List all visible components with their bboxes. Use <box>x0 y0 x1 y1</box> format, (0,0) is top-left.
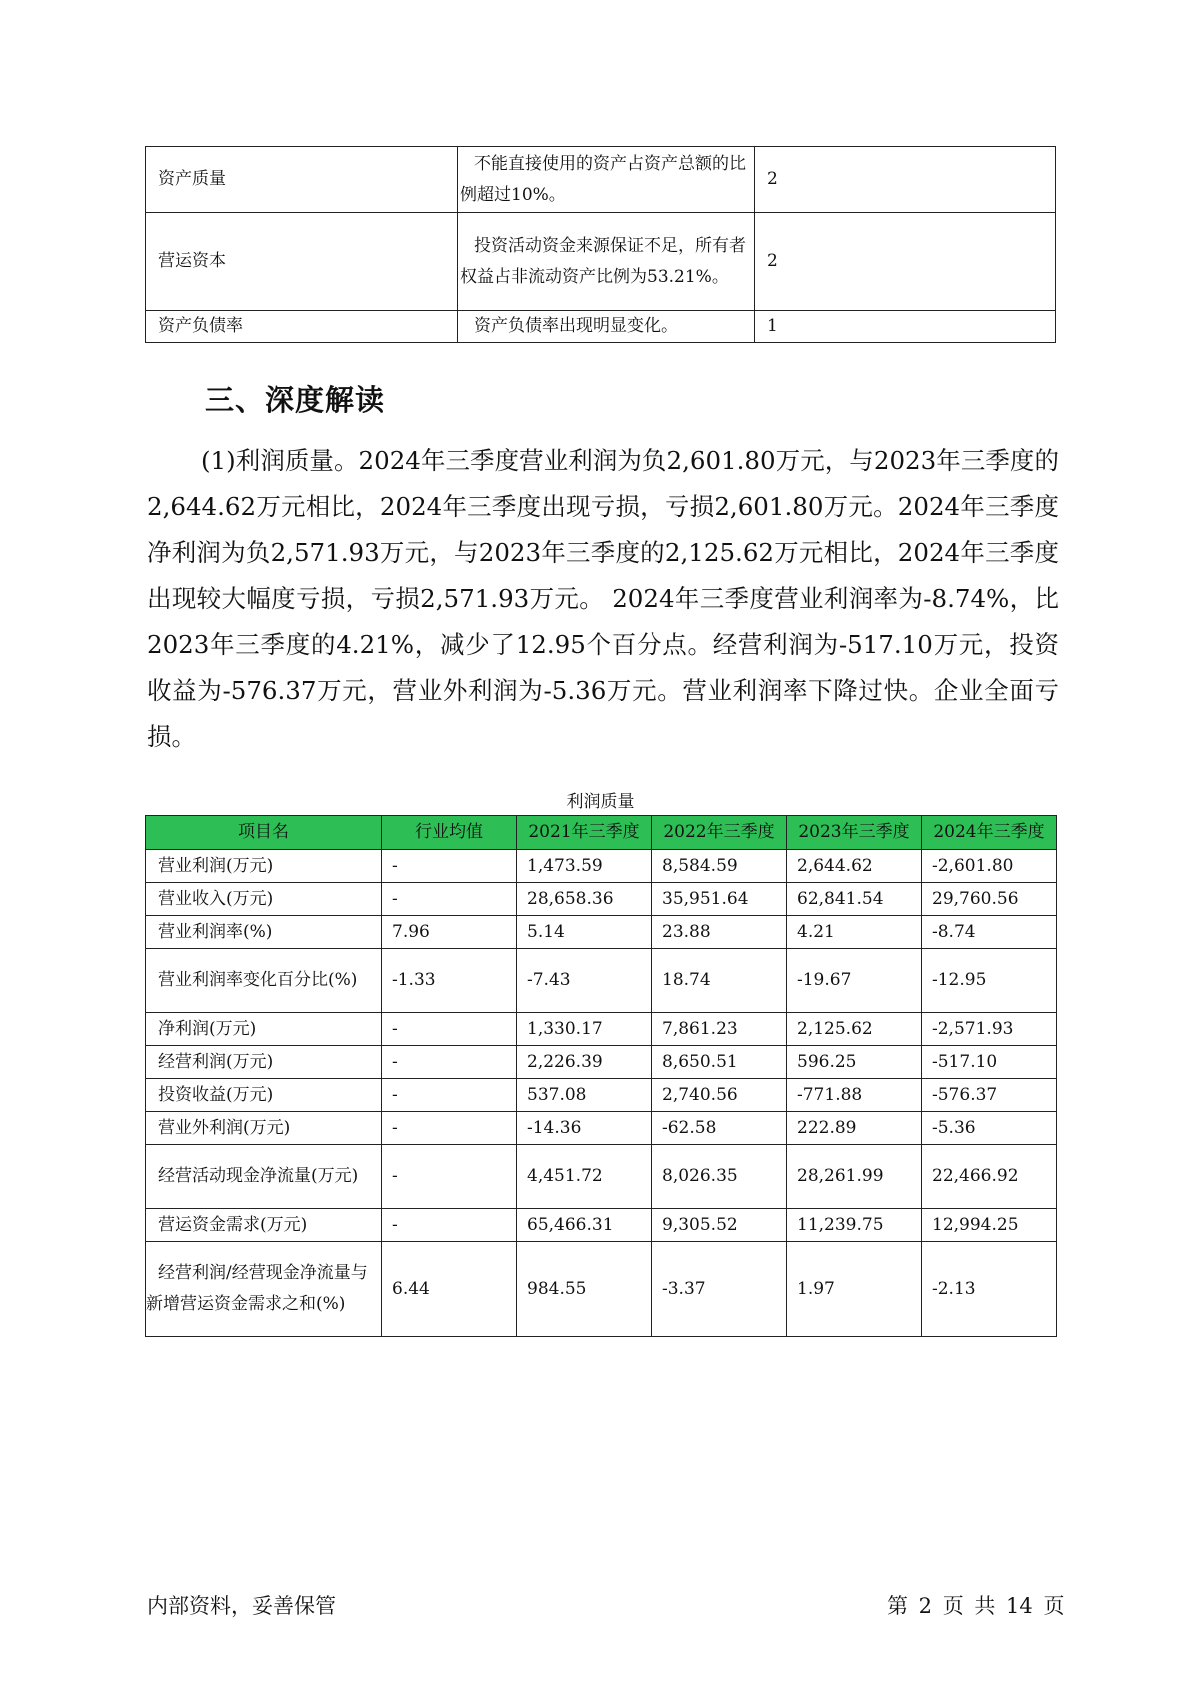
table-row <box>146 850 1057 883</box>
table-caption: 利润质量 <box>566 792 635 812</box>
table-cell: 537.08 <box>517 1079 652 1112</box>
risk-score: 2 <box>755 213 1056 311</box>
table-cell: -8.74 <box>922 916 1057 949</box>
risk-score: 2 <box>755 147 1056 213</box>
table-cell: -517.10 <box>922 1046 1057 1079</box>
row-label: 经营利润/经营现金净流量与新增营运资金需求之和(%) <box>146 1242 382 1337</box>
table-cell: -14.36 <box>517 1112 652 1145</box>
table-cell: 11,239.75 <box>787 1209 922 1242</box>
table-row <box>146 949 1057 1013</box>
table-cell: -19.67 <box>787 949 922 1013</box>
table-cell: -12.95 <box>922 949 1057 1013</box>
table-cell: 28,261.99 <box>787 1145 922 1209</box>
table-cell: 2,125.62 <box>787 1013 922 1046</box>
table-row <box>146 1079 1057 1112</box>
table-cell: 28,658.36 <box>517 883 652 916</box>
body-paragraph: (1)利润质量。2024年三季度营业利润为负2,601.80万元，与2023年三季度的2,644.62万元相比，2024年三季度出现亏损，亏损2,601.80万元。2024年三季度净利润为负2,571.93万元，与2023年三季度的2,125.62万元相比，2024年三季度出现较大幅度亏损，亏损2,571.93万元。 2024年三季度营业利润率为-8.74%，比2023年三季度的4.21%，减少了12.95个百分点。经营利润为-517.10万元，投资收益为-576.37万元，营业外利润为-5.36万元。营业利润率下降过快。企业全面亏损。 <box>147 446 1059 751</box>
table-row <box>146 916 1057 949</box>
table-cell: - <box>382 1112 517 1145</box>
risk-item: 资产负债率 <box>146 311 458 343</box>
table-row <box>146 1046 1057 1079</box>
col-header-item: 项目名 <box>146 816 382 850</box>
table-row <box>146 1242 1057 1337</box>
risk-table <box>145 146 1056 343</box>
table-cell: 35,951.64 <box>652 883 787 916</box>
table-cell: - <box>382 1013 517 1046</box>
risk-item: 营运资本 <box>146 213 458 311</box>
table-cell: -5.36 <box>922 1112 1057 1145</box>
col-header-2023q3: 2023年三季度 <box>787 816 922 850</box>
table-cell: 2,740.56 <box>652 1079 787 1112</box>
risk-desc: 资产负债率出现明显变化。 <box>458 311 755 343</box>
row-label: 经营活动现金净流量(万元) <box>146 1145 382 1209</box>
table-row <box>146 1013 1057 1046</box>
col-header-2021q3: 2021年三季度 <box>517 816 652 850</box>
table-cell: 62,841.54 <box>787 883 922 916</box>
table-cell: 1,473.59 <box>517 850 652 883</box>
table-cell: - <box>382 1079 517 1112</box>
footer-confidential-note: 内部资料，妥善保管 <box>147 1594 336 1618</box>
table-cell: 5.14 <box>517 916 652 949</box>
table-cell: 2,644.62 <box>787 850 922 883</box>
table-cell: 1,330.17 <box>517 1013 652 1046</box>
table-cell: -2,571.93 <box>922 1013 1057 1046</box>
table-cell: 596.25 <box>787 1046 922 1079</box>
table-cell: 1.97 <box>787 1242 922 1337</box>
table-row <box>146 883 1057 916</box>
table-cell: -1.33 <box>382 949 517 1013</box>
table-cell: - <box>382 850 517 883</box>
table-cell: -771.88 <box>787 1079 922 1112</box>
table-row <box>146 1112 1057 1145</box>
table-header-row <box>146 816 1057 850</box>
table-cell: -7.43 <box>517 949 652 1013</box>
table-cell: 29,760.56 <box>922 883 1057 916</box>
col-header-2022q3: 2022年三季度 <box>652 816 787 850</box>
table-cell: -62.58 <box>652 1112 787 1145</box>
risk-desc: 不能直接使用的资产占资产总额的比例超过10%。 <box>458 147 755 213</box>
table-cell: 8,650.51 <box>652 1046 787 1079</box>
table-cell: - <box>382 1209 517 1242</box>
row-label: 营业利润(万元) <box>146 850 382 883</box>
table-cell: -3.37 <box>652 1242 787 1337</box>
row-label: 投资收益(万元) <box>146 1079 382 1112</box>
risk-item: 资产质量 <box>146 147 458 213</box>
table-cell: -2,601.80 <box>922 850 1057 883</box>
col-header-2024q3: 2024年三季度 <box>922 816 1057 850</box>
table-cell: 6.44 <box>382 1242 517 1337</box>
table-cell: 8,026.35 <box>652 1145 787 1209</box>
table-cell: 22,466.92 <box>922 1145 1057 1209</box>
row-label: 营业利润率(%) <box>146 916 382 949</box>
section-heading: 三、深度解读 <box>205 383 386 417</box>
table-cell: 23.88 <box>652 916 787 949</box>
table-cell: 8,584.59 <box>652 850 787 883</box>
table-cell: 2,226.39 <box>517 1046 652 1079</box>
profit-quality-table <box>145 815 1057 1337</box>
row-label: 营业外利润(万元) <box>146 1112 382 1145</box>
table-row <box>146 147 1056 213</box>
table-row <box>146 1209 1057 1242</box>
table-cell: 4,451.72 <box>517 1145 652 1209</box>
table-cell: 984.55 <box>517 1242 652 1337</box>
table-row <box>146 1145 1057 1209</box>
row-label: 营业利润率变化百分比(%) <box>146 949 382 1013</box>
table-cell: 12,994.25 <box>922 1209 1057 1242</box>
row-label: 经营利润(万元) <box>146 1046 382 1079</box>
table-row <box>146 311 1056 343</box>
col-header-industry-avg: 行业均值 <box>382 816 517 850</box>
table-cell: 18.74 <box>652 949 787 1013</box>
table-cell: 222.89 <box>787 1112 922 1145</box>
table-cell: 9,305.52 <box>652 1209 787 1242</box>
table-cell: - <box>382 1145 517 1209</box>
row-label: 营运资金需求(万元) <box>146 1209 382 1242</box>
risk-score: 1 <box>755 311 1056 343</box>
table-cell: -576.37 <box>922 1079 1057 1112</box>
table-cell: 4.21 <box>787 916 922 949</box>
table-cell: 7.96 <box>382 916 517 949</box>
table-cell: - <box>382 1046 517 1079</box>
row-label: 营业收入(万元) <box>146 883 382 916</box>
table-cell: -2.13 <box>922 1242 1057 1337</box>
table-cell: - <box>382 883 517 916</box>
table-row <box>146 213 1056 311</box>
footer-page-number: 第 2 页 共 14 页 <box>887 1594 1065 1618</box>
row-label: 净利润(万元) <box>146 1013 382 1046</box>
table-cell: 65,466.31 <box>517 1209 652 1242</box>
table-cell: 7,861.23 <box>652 1013 787 1046</box>
risk-desc: 投资活动资金来源保证不足，所有者权益占非流动资产比例为53.21%。 <box>458 213 755 311</box>
